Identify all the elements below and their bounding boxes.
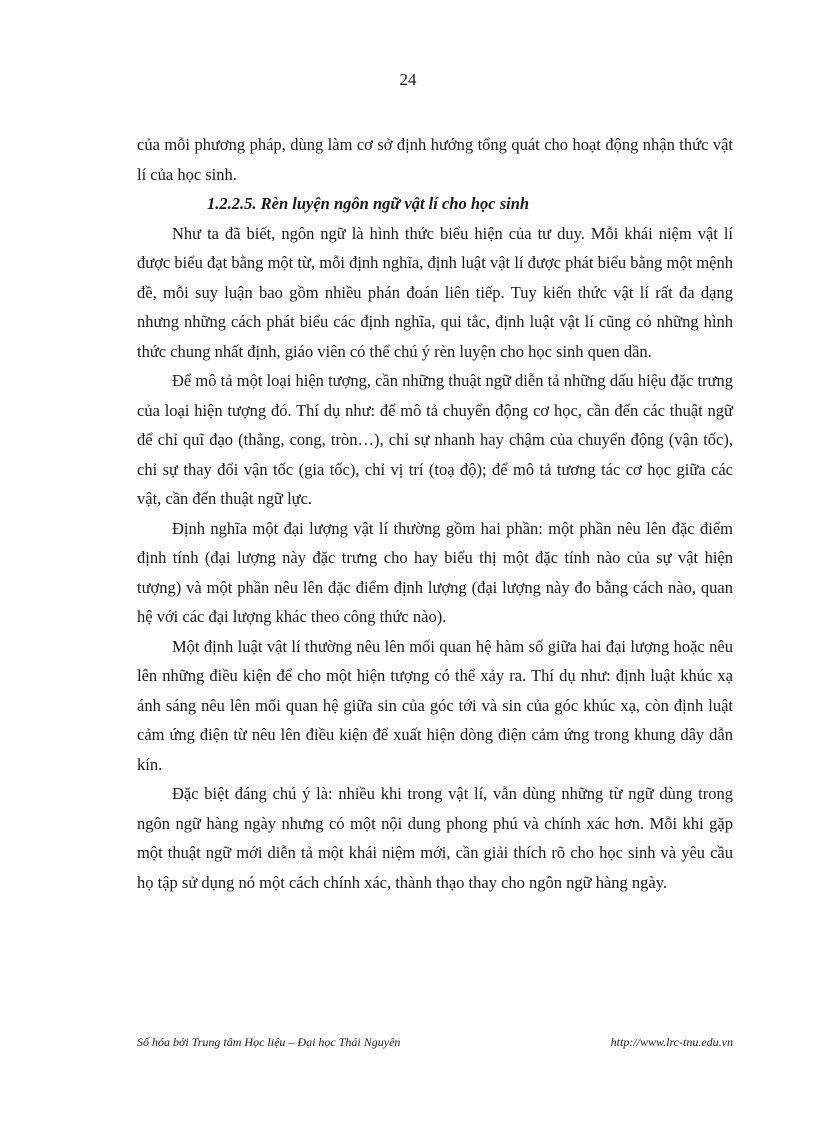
page-number: 24 (399, 70, 417, 89)
footer-source: Số hóa bởi Trung tâm Học liệu – Đại học Thái Nguyên (137, 1035, 401, 1049)
paragraph: Để mô tả một loại hiện tượng, cần những thuật ngữ diễn tả những dấu hiệu đặc trưng của loại hiện tượng đó. Thí dụ như: để mô tả chuyển động cơ học, cần đến các thuật ngữ để chỉ quĩ đạo (thẳng, cong, tròn…), chỉ sự nhanh hay chậm của chuyển động (vận tốc), chỉ sự thay đổi vận tốc (gia tốc), chỉ vị trí (toạ độ); để mô tả tương tác cơ học giữa các vật, cần đến thuật ngữ lực. (137, 371, 733, 508)
footer-url[interactable]: http://www.lrc-tnu.edu.vn (610, 1035, 733, 1049)
paragraph: Như ta đã biết, ngôn ngữ là hình thức biểu hiện của tư duy. Mỗi khái niệm vật lí được biểu đạt bằng một từ, mỗi định nghĩa, định luật vật lí được phát biểu bằng một mệnh đề, mỗi suy luận bao gồm nhiều phán đoán liên tiếp. Tuy kiến thức vật lí rất đa dạng nhưng những cách phát biểu các định nghĩa, qui tắc, định luật vật lí cũng có những hình thức chung nhất định, giáo viên có thể chú ý rèn luyện cho học sinh quen dần. (137, 223, 733, 361)
paragraph: Định nghĩa một đại lượng vật lí thường gồm hai phần: một phần nêu lên đặc điểm định tính (đại lượng này đặc trưng cho hay biểu thị một đặc tính nào của sự vật hiện tượng) và một phần nêu lên đặc điểm định lượng (đại lượng này đo bằng cách nào, quan hệ với các đại lượng khác theo công thức nào). (137, 518, 733, 626)
paragraph: Một định luật vật lí thường nêu lên mối quan hệ hàm số giữa hai đại lượng hoặc nêu lên những điều kiện để cho một hiện tượng có thể xảy ra. Thí dụ như: định luật khúc xạ ánh sáng nêu lên mối quan hệ giữa sin của góc tới và sin của góc khúc xạ, còn định luật cảm ứng điện từ nêu lên điều kiện để xuất hiện dòng điện cảm ứng trong khung dây dẫn kín. (137, 636, 733, 774)
paragraph: Đặc biệt đáng chú ý là: nhiều khi trong vật lí, vẫn dùng những từ ngữ dùng trong ngôn ngữ hàng ngày nhưng có một nội dung phong phú và chính xác hơn. Mỗi khi gặp một thuật ngữ mới diễn tả một khái niệm mới, cần giải thích rõ cho học sinh và yêu cầu họ tập sử dụng nó một cách chính xác, thành thạo thay cho ngôn ngữ hàng ngày. (137, 784, 733, 892)
page-footer (137, 1035, 733, 1050)
page-body (137, 130, 733, 897)
continuation-paragraph: của mỗi phương pháp, dùng làm cơ sở định hướng tổng quát cho hoạt động nhận thức vật lí của học sinh. (137, 135, 733, 184)
section-heading: 1.2.2.5. Rèn luyện ngôn ngữ vật lí cho học sinh (207, 194, 530, 213)
